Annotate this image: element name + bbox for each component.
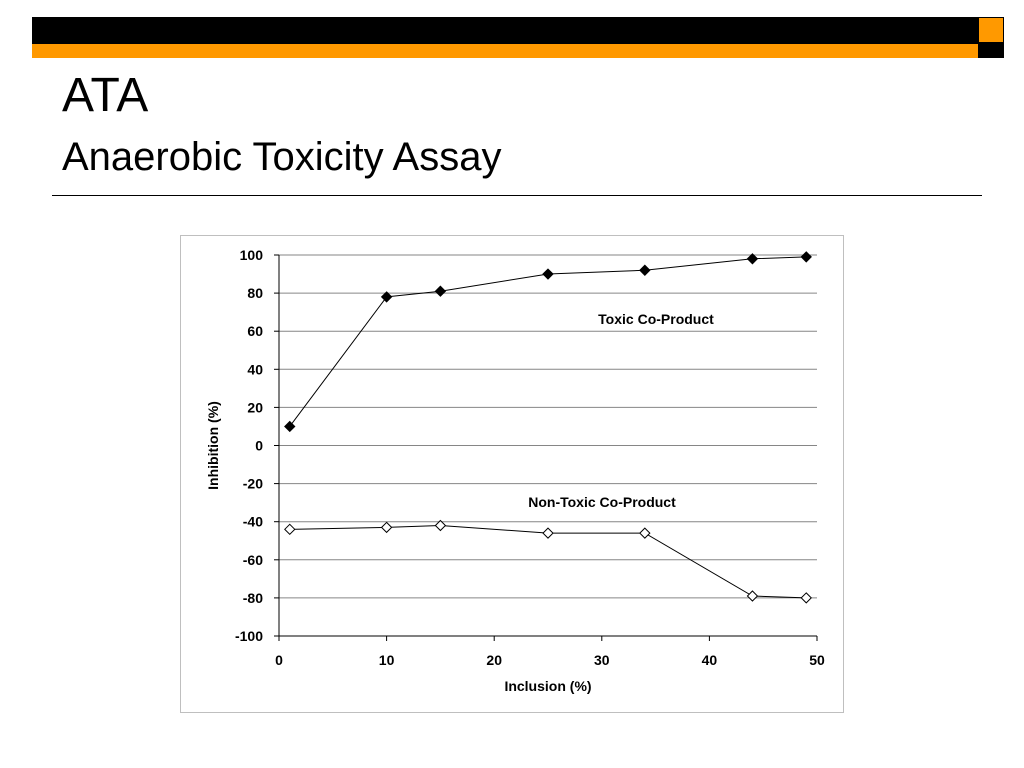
y-tick-label: -100 [234, 628, 263, 644]
gridlines [279, 255, 817, 598]
y-tick-label: 100 [239, 247, 263, 263]
line-chart [181, 236, 845, 714]
x-axis-title: Inclusion (%) [504, 678, 592, 694]
data-point-marker [382, 522, 392, 532]
y-tick-label: 60 [247, 323, 263, 340]
data-point-marker [285, 421, 295, 431]
chart-container [180, 235, 844, 713]
title-divider [52, 195, 982, 196]
y-tick-label: -80 [242, 589, 263, 606]
x-tick-label: 40 [701, 652, 718, 668]
y-tick-label: 40 [247, 361, 263, 378]
series-non-toxic [285, 494, 811, 603]
series-label: Non-Toxic Co-Product [528, 494, 676, 510]
x-tick-label: 20 [486, 652, 502, 668]
x-tick-label: 30 [594, 652, 610, 668]
header-black-band [32, 17, 978, 43]
x-tick-label: 0 [275, 652, 283, 668]
y-tick-label: 20 [247, 399, 263, 416]
y-axis-title: Inhibition (%) [205, 401, 221, 490]
data-point-marker [435, 286, 445, 296]
data-point-marker [640, 528, 650, 538]
series-toxic [285, 252, 811, 432]
series-layer [285, 252, 811, 603]
y-tick-label: -60 [242, 551, 263, 568]
header-orange-band [32, 43, 978, 58]
x-tick-label: 50 [809, 652, 825, 668]
y-tick-label: -20 [242, 475, 263, 492]
y-tick-label: 80 [247, 285, 263, 302]
slide-title: ATA [62, 69, 149, 122]
data-point-marker [543, 269, 553, 279]
series-line [290, 257, 806, 427]
series-label: Toxic Co-Product [598, 311, 714, 327]
y-tick-label: 0 [255, 437, 263, 454]
data-point-marker [285, 524, 295, 534]
data-point-marker [801, 252, 811, 262]
data-point-marker [640, 265, 650, 275]
header-corner-black-square [978, 43, 1004, 58]
header-corner-orange-square [978, 17, 1004, 43]
slide-subtitle: Anaerobic Toxicity Assay [62, 135, 502, 179]
data-point-marker [747, 591, 757, 601]
data-point-marker [801, 593, 811, 603]
y-tick-label: -40 [242, 513, 263, 530]
axis-ticks [235, 247, 825, 668]
data-point-marker [543, 528, 553, 538]
x-tick-label: 10 [378, 652, 395, 668]
